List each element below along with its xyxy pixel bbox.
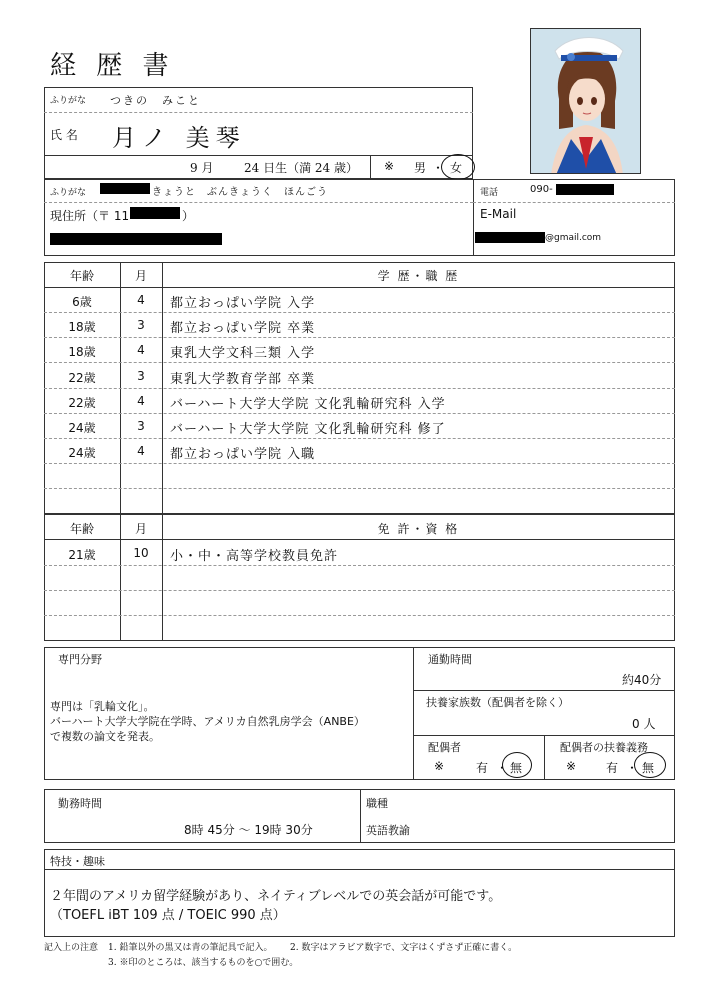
gender-female: 女: [450, 161, 463, 175]
redaction-bar: [50, 233, 222, 245]
license-col-age: 年齢: [69, 522, 94, 536]
name-label: 氏 名: [50, 128, 78, 142]
full-name: 月ノ 美琴: [112, 124, 246, 152]
table-row-age: 22歳: [68, 396, 96, 410]
specialty-line-1: 専門は「乳輪文化」。: [50, 700, 155, 713]
spouse-support-no: 無: [642, 761, 655, 775]
spouse-circle: [502, 752, 532, 778]
table-row-month: 3: [137, 369, 145, 383]
commute-label: 通勤時間: [428, 653, 472, 666]
commute-value: 約40分: [622, 673, 662, 687]
address-label: 現住所（〒 11: [50, 209, 130, 223]
table-row-age: 22歳: [68, 371, 96, 385]
skills-line-2: （TOEFL iBT 109 点 / TOEIC 990 点）: [50, 908, 286, 923]
notes-item-2: 2. 数字はアラビア数字で、文字はくずさず正確に書く。: [290, 943, 518, 953]
table-row-age: 24歳: [68, 421, 96, 435]
redaction-bar: [475, 232, 545, 243]
table-row-month: 4: [137, 293, 145, 307]
dependents-label: 扶養家族数（配偶者を除く）: [426, 696, 569, 709]
license-col-desc: 免 許・資 格: [377, 522, 460, 536]
spouse-label: 配偶者: [428, 741, 461, 754]
photo: [530, 28, 641, 174]
work-hours-value: 8時 45分 〜 19時 30分: [184, 823, 313, 837]
document-title: 経 歴 書: [50, 51, 175, 81]
table-row-age: 18歳: [68, 320, 96, 334]
work-hours-label: 勤務時間: [58, 797, 102, 810]
gender-mark: ※: [384, 159, 395, 173]
table-row-month: 3: [137, 419, 145, 433]
skills-label: 特技・趣味: [50, 855, 105, 868]
portrait-illustration: [531, 29, 641, 174]
job-type-value: 英語教諭: [366, 824, 410, 837]
history-col-desc: 学 歴・職 歴: [377, 269, 460, 283]
redaction-bar: [100, 183, 150, 194]
spouse-support-label: 配偶者の扶養義務: [560, 741, 648, 754]
gender-separator: ・: [432, 161, 445, 175]
address-label-close: ）: [182, 209, 195, 223]
spouse-separator: ・: [496, 761, 509, 775]
notes-item-3: 3. ※印のところは、該当するものを○で囲む。: [108, 958, 299, 968]
spouse-support-separator: ・: [626, 761, 639, 775]
table-row-month: 4: [137, 444, 145, 458]
name-furigana-label: ふりがな: [50, 96, 87, 106]
table-row-desc: 都立おっぱい学院 入学: [170, 296, 316, 311]
job-type-label: 職種: [366, 797, 388, 810]
name-furigana: つきの みこと: [110, 94, 201, 107]
specialty-line-2: バーハート大学大学院在学時、アメリカ自然乳房学会（ANBE）: [50, 715, 365, 728]
spouse-support-mark: ※: [566, 759, 577, 773]
history-col-month: 月: [134, 269, 147, 283]
redaction-bar: [556, 184, 614, 195]
spouse-support-yes: 有: [606, 761, 619, 775]
table-row-desc: 都立おっぱい学院 入職: [170, 447, 316, 462]
table-row-desc: 東乳大学文科三類 入学: [170, 346, 316, 361]
table-row-desc: 都立おっぱい学院 卒業: [170, 321, 316, 336]
phone-label: 電話: [480, 188, 499, 198]
table-row-month: 4: [137, 343, 145, 357]
email-value: @gmail.com: [545, 233, 602, 243]
table-row-desc: 小・中・高等学校教員免許: [170, 549, 339, 564]
address-furigana: きょうと ぶんきょうく ほんごう: [152, 187, 328, 198]
spouse-no: 無: [510, 761, 523, 775]
specialty-label: 専門分野: [58, 653, 102, 666]
spouse-support-circle: [634, 752, 666, 778]
notes-label: 記入上の注意: [44, 943, 99, 953]
spouse-yes: 有: [476, 761, 489, 775]
birth-month: 9 月: [190, 161, 214, 175]
email-label: E-Mail: [480, 207, 517, 221]
table-row-age: 24歳: [68, 446, 96, 460]
table-row-age: 18歳: [68, 345, 96, 359]
table-row-month: 3: [137, 318, 145, 332]
table-row-age: 6歳: [72, 295, 92, 309]
notes-item-1: 1. 鉛筆以外の黒又は青の筆記具で記入。: [108, 943, 273, 953]
dependents-value: 0 人: [632, 717, 656, 731]
gender-male: 男: [414, 161, 427, 175]
redaction-bar: [130, 207, 180, 219]
specialty-line-3: で複数の論文を発表。: [50, 730, 160, 743]
table-row-age: 21歳: [68, 548, 96, 562]
birth-day-age: 24 日生（満 24 歳）: [244, 161, 358, 175]
table-row-desc: バーハート大学大学院 文化乳輪研究科 修了: [170, 422, 446, 437]
gender-circle: [441, 154, 475, 180]
table-row-desc: 東乳大学教育学部 卒業: [170, 372, 316, 387]
spouse-mark: ※: [434, 759, 445, 773]
address-furigana-label: ふりがな: [50, 188, 87, 198]
table-row-desc: バーハート大学大学院 文化乳輪研究科 入学: [170, 397, 446, 412]
skills-line-1: ２年間のアメリカ留学経験があり、ネイティブレベルでの英会話が可能です。: [50, 889, 502, 904]
table-row-month: 4: [137, 394, 145, 408]
history-col-age: 年齢: [69, 269, 94, 283]
license-col-month: 月: [134, 522, 147, 536]
table-row-month: 10: [133, 546, 149, 560]
phone-value: 090-: [530, 184, 553, 195]
